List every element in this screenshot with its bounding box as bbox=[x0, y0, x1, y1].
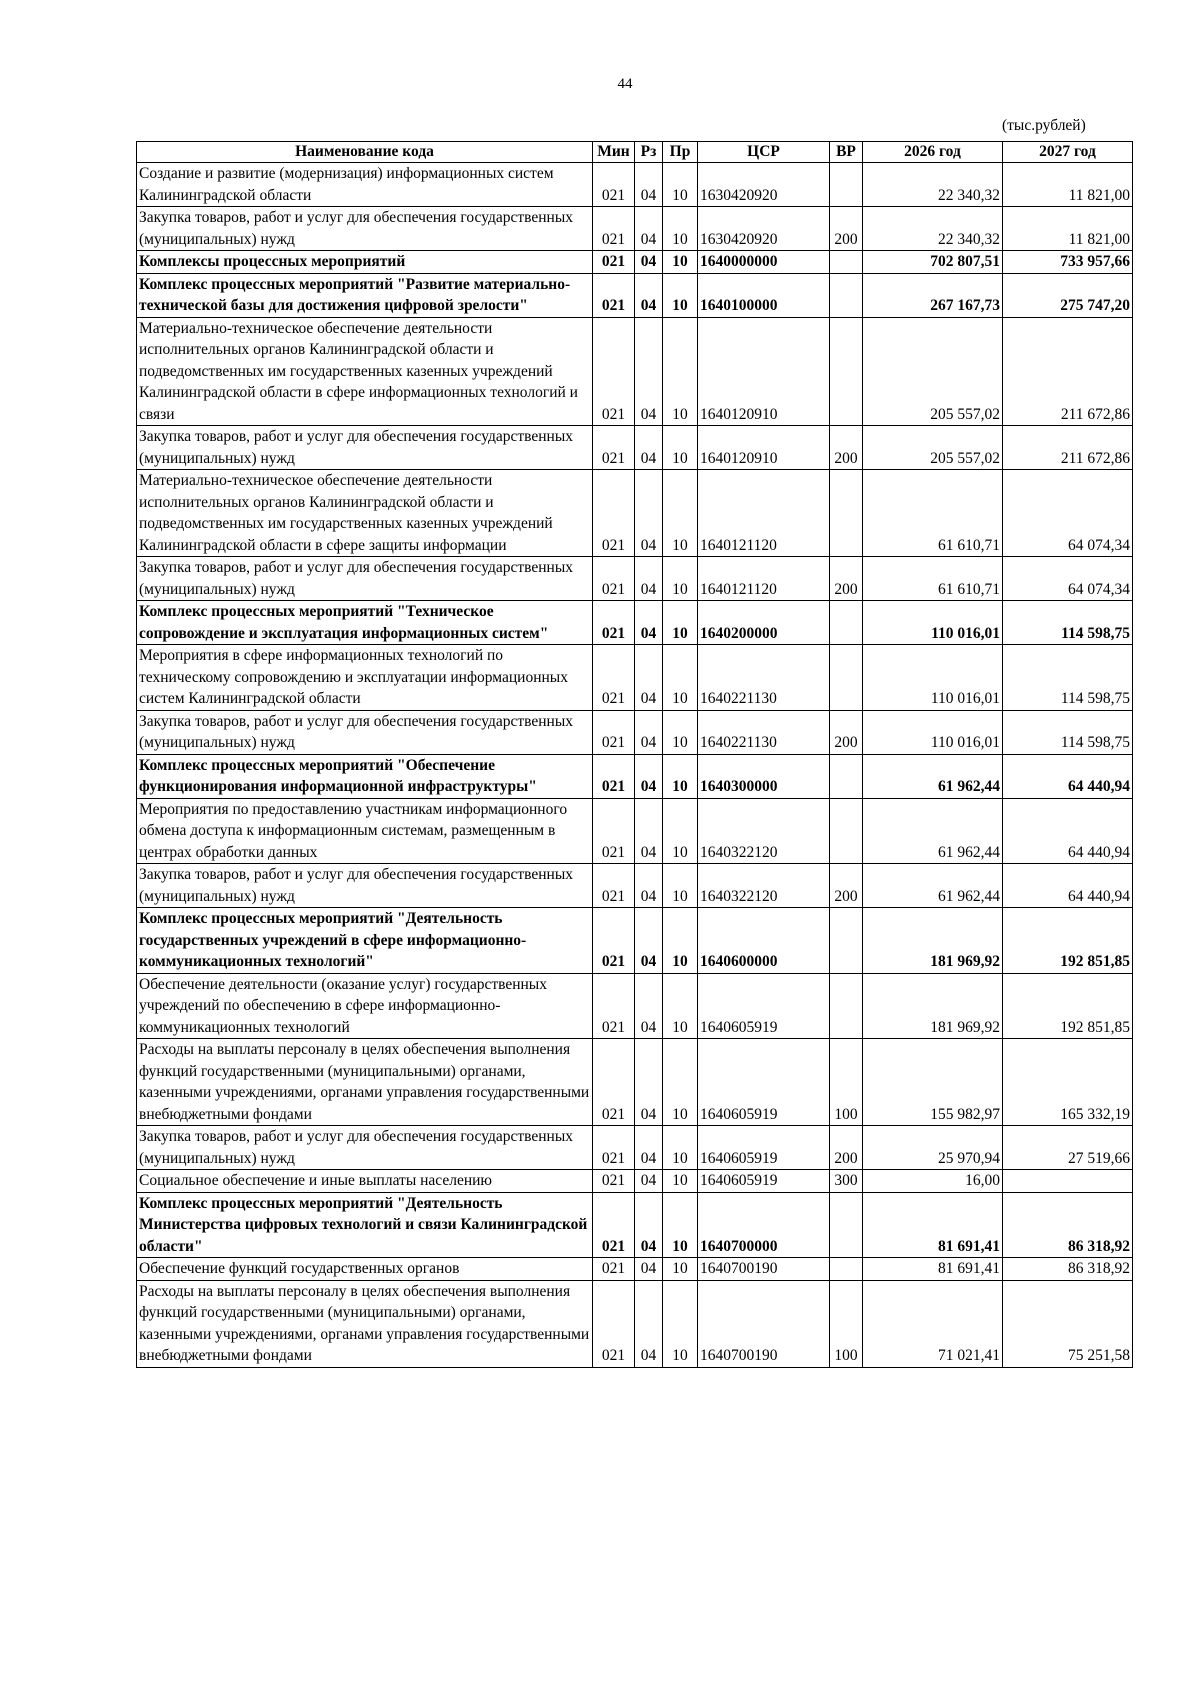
cell-name: Закупка товаров, работ и услуг для обеспечения государственных (муниципальных) нужд bbox=[137, 557, 593, 601]
cell-name: Закупка товаров, работ и услуг для обеспечения государственных (муниципальных) нужд bbox=[137, 1126, 593, 1170]
cell-pr: 10 bbox=[663, 1039, 698, 1126]
cell-2026: 205 557,02 bbox=[863, 317, 1003, 426]
cell-vr: 200 bbox=[830, 1126, 863, 1170]
cell-min: 021 bbox=[593, 557, 635, 601]
cell-2027: 192 851,85 bbox=[1003, 908, 1133, 974]
cell-rz: 04 bbox=[635, 163, 663, 207]
cell-rz: 04 bbox=[635, 1192, 663, 1258]
cell-pr: 10 bbox=[663, 798, 698, 864]
cell-pr: 10 bbox=[663, 317, 698, 426]
cell-rz: 04 bbox=[635, 1170, 663, 1193]
cell-rz: 04 bbox=[635, 251, 663, 274]
cell-2027: 75 251,58 bbox=[1003, 1280, 1133, 1367]
cell-2026: 181 969,92 bbox=[863, 908, 1003, 974]
cell-rz: 04 bbox=[635, 1258, 663, 1281]
cell-vr bbox=[830, 1258, 863, 1281]
cell-rz: 04 bbox=[635, 864, 663, 908]
cell-min: 021 bbox=[593, 1126, 635, 1170]
cell-rz: 04 bbox=[635, 798, 663, 864]
cell-pr: 10 bbox=[663, 1126, 698, 1170]
cell-2026: 61 962,44 bbox=[863, 864, 1003, 908]
cell-min: 021 bbox=[593, 163, 635, 207]
cell-pr: 10 bbox=[663, 601, 698, 645]
cell-min: 021 bbox=[593, 251, 635, 274]
table-row bbox=[137, 973, 1133, 1039]
cell-vr bbox=[830, 754, 863, 798]
cell-2026: 61 962,44 bbox=[863, 798, 1003, 864]
table-body bbox=[137, 163, 1133, 1368]
table-row bbox=[137, 207, 1133, 251]
cell-2026: 81 691,41 bbox=[863, 1192, 1003, 1258]
cell-min: 021 bbox=[593, 1280, 635, 1367]
cell-2027: 64 440,94 bbox=[1003, 754, 1133, 798]
cell-rz: 04 bbox=[635, 710, 663, 754]
cell-vr bbox=[830, 645, 863, 711]
cell-2027: 114 598,75 bbox=[1003, 601, 1133, 645]
table-row bbox=[137, 1170, 1133, 1193]
cell-csr: 1640221130 bbox=[698, 710, 830, 754]
cell-2027 bbox=[1003, 1170, 1133, 1193]
cell-pr: 10 bbox=[663, 908, 698, 974]
table-row bbox=[137, 908, 1133, 974]
cell-csr: 1640322120 bbox=[698, 864, 830, 908]
table-row bbox=[137, 273, 1133, 317]
cell-vr: 200 bbox=[830, 710, 863, 754]
cell-2026: 22 340,32 bbox=[863, 207, 1003, 251]
table-row bbox=[137, 798, 1133, 864]
cell-vr bbox=[830, 601, 863, 645]
cell-rz: 04 bbox=[635, 317, 663, 426]
cell-2026: 110 016,01 bbox=[863, 645, 1003, 711]
cell-2026: 22 340,32 bbox=[863, 163, 1003, 207]
cell-pr: 10 bbox=[663, 251, 698, 274]
col-header-vr: ВР bbox=[830, 142, 863, 163]
units-label: (тыс.рублей) bbox=[1002, 117, 1086, 134]
cell-2026: 110 016,01 bbox=[863, 710, 1003, 754]
cell-pr: 10 bbox=[663, 754, 698, 798]
cell-2027: 64 074,34 bbox=[1003, 557, 1133, 601]
cell-2027: 211 672,86 bbox=[1003, 426, 1133, 470]
cell-vr bbox=[830, 251, 863, 274]
cell-2026: 25 970,94 bbox=[863, 1126, 1003, 1170]
cell-name: Расходы на выплаты персоналу в целях обеспечения выполнения функций государственными (муниципальными) органами, казенными учреждениями, органами управления государственными внебюджетными фондами bbox=[137, 1280, 593, 1367]
cell-csr: 1640605919 bbox=[698, 1126, 830, 1170]
cell-csr: 1640200000 bbox=[698, 601, 830, 645]
cell-pr: 10 bbox=[663, 273, 698, 317]
cell-rz: 04 bbox=[635, 273, 663, 317]
table-row bbox=[137, 470, 1133, 557]
col-header-2026: 2026 год bbox=[863, 142, 1003, 163]
cell-min: 021 bbox=[593, 754, 635, 798]
cell-min: 021 bbox=[593, 798, 635, 864]
cell-rz: 04 bbox=[635, 426, 663, 470]
cell-rz: 04 bbox=[635, 557, 663, 601]
table-row bbox=[137, 601, 1133, 645]
cell-min: 021 bbox=[593, 645, 635, 711]
cell-2026: 16,00 bbox=[863, 1170, 1003, 1193]
cell-min: 021 bbox=[593, 1192, 635, 1258]
cell-2027: 165 332,19 bbox=[1003, 1039, 1133, 1126]
cell-rz: 04 bbox=[635, 207, 663, 251]
cell-rz: 04 bbox=[635, 1126, 663, 1170]
cell-2027: 86 318,92 bbox=[1003, 1258, 1133, 1281]
col-header-min: Мин bbox=[593, 142, 635, 163]
cell-name: Расходы на выплаты персоналу в целях обеспечения выполнения функций государственными (муниципальными) органами, казенными учреждениями, органами управления государственными внебюджетными фондами bbox=[137, 1039, 593, 1126]
cell-name: Комплекс процессных мероприятий "Техническое сопровождение и эксплуатация информационных систем" bbox=[137, 601, 593, 645]
cell-min: 021 bbox=[593, 317, 635, 426]
table-row bbox=[137, 426, 1133, 470]
table-row bbox=[137, 754, 1133, 798]
cell-rz: 04 bbox=[635, 470, 663, 557]
cell-name: Материально-техническое обеспечение деятельности исполнительных органов Калининградской области и подведомственных им государственных казенных учреждений Калининградской области в сфере защиты информации bbox=[137, 470, 593, 557]
cell-name: Обеспечение деятельности (оказание услуг) государственных учреждений по обеспечению в сфере информационно-коммуникационных технологий bbox=[137, 973, 593, 1039]
cell-2027: 86 318,92 bbox=[1003, 1192, 1133, 1258]
cell-2027: 64 440,94 bbox=[1003, 798, 1133, 864]
cell-vr bbox=[830, 163, 863, 207]
cell-name: Мероприятия в сфере информационных технологий по техническому сопровождению и эксплуатации информационных систем Калининградской области bbox=[137, 645, 593, 711]
cell-csr: 1640000000 bbox=[698, 251, 830, 274]
cell-min: 021 bbox=[593, 470, 635, 557]
cell-vr bbox=[830, 1192, 863, 1258]
col-header-pr: Пр bbox=[663, 142, 698, 163]
cell-min: 021 bbox=[593, 710, 635, 754]
cell-min: 021 bbox=[593, 1170, 635, 1193]
cell-2026: 267 167,73 bbox=[863, 273, 1003, 317]
cell-pr: 10 bbox=[663, 557, 698, 601]
cell-2026: 181 969,92 bbox=[863, 973, 1003, 1039]
cell-pr: 10 bbox=[663, 163, 698, 207]
cell-2026: 155 982,97 bbox=[863, 1039, 1003, 1126]
cell-2026: 81 691,41 bbox=[863, 1258, 1003, 1281]
cell-2027: 64 440,94 bbox=[1003, 864, 1133, 908]
cell-2027: 211 672,86 bbox=[1003, 317, 1133, 426]
cell-min: 021 bbox=[593, 908, 635, 974]
cell-2026: 110 016,01 bbox=[863, 601, 1003, 645]
cell-2027: 114 598,75 bbox=[1003, 645, 1133, 711]
table-row bbox=[137, 251, 1133, 274]
cell-2027: 64 074,34 bbox=[1003, 470, 1133, 557]
cell-vr bbox=[830, 908, 863, 974]
cell-pr: 10 bbox=[663, 426, 698, 470]
table-row bbox=[137, 710, 1133, 754]
cell-rz: 04 bbox=[635, 1280, 663, 1367]
cell-pr: 10 bbox=[663, 1170, 698, 1193]
cell-name: Комплекс процессных мероприятий "Развитие материально-технической базы для достижения цифровой зрелости" bbox=[137, 273, 593, 317]
table-row bbox=[137, 1126, 1133, 1170]
cell-rz: 04 bbox=[635, 1039, 663, 1126]
col-header-2027: 2027 год bbox=[1003, 142, 1133, 163]
cell-csr: 1640700190 bbox=[698, 1258, 830, 1281]
cell-name: Создание и развитие (модернизация) информационных систем Калининградской области bbox=[137, 163, 593, 207]
cell-vr bbox=[830, 317, 863, 426]
cell-name: Закупка товаров, работ и услуг для обеспечения государственных (муниципальных) нужд bbox=[137, 426, 593, 470]
col-header-csr: ЦСР bbox=[698, 142, 830, 163]
cell-vr bbox=[830, 973, 863, 1039]
cell-name: Закупка товаров, работ и услуг для обеспечения государственных (муниципальных) нужд bbox=[137, 864, 593, 908]
cell-pr: 10 bbox=[663, 470, 698, 557]
cell-csr: 1640120910 bbox=[698, 426, 830, 470]
cell-csr: 1640605919 bbox=[698, 1170, 830, 1193]
cell-name: Комплекс процессных мероприятий "Деятельность Министерства цифровых технологий и связи Калининградской области" bbox=[137, 1192, 593, 1258]
cell-csr: 1640100000 bbox=[698, 273, 830, 317]
table-row bbox=[137, 317, 1133, 426]
cell-2027: 114 598,75 bbox=[1003, 710, 1133, 754]
table-row bbox=[137, 645, 1133, 711]
cell-vr bbox=[830, 470, 863, 557]
cell-min: 021 bbox=[593, 1039, 635, 1126]
cell-name: Закупка товаров, работ и услуг для обеспечения государственных (муниципальных) нужд bbox=[137, 710, 593, 754]
cell-name: Комплекс процессных мероприятий "Обеспечение функционирования информационной инфраструктуры" bbox=[137, 754, 593, 798]
cell-2027: 11 821,00 bbox=[1003, 163, 1133, 207]
col-header-name: Наименование кода bbox=[137, 142, 593, 163]
cell-vr bbox=[830, 798, 863, 864]
cell-csr: 1630420920 bbox=[698, 163, 830, 207]
cell-2026: 61 962,44 bbox=[863, 754, 1003, 798]
cell-min: 021 bbox=[593, 207, 635, 251]
budget-table bbox=[136, 141, 1133, 1368]
cell-pr: 10 bbox=[663, 1258, 698, 1281]
cell-2027: 192 851,85 bbox=[1003, 973, 1133, 1039]
cell-csr: 1640121120 bbox=[698, 557, 830, 601]
cell-vr: 200 bbox=[830, 864, 863, 908]
cell-csr: 1640221130 bbox=[698, 645, 830, 711]
cell-name: Комплекс процессных мероприятий "Деятельность государственных учреждений в сфере информационно-коммуникационных технологий" bbox=[137, 908, 593, 974]
cell-vr: 200 bbox=[830, 426, 863, 470]
table-row bbox=[137, 1280, 1133, 1367]
table-header-row bbox=[137, 142, 1133, 163]
cell-2026: 61 610,71 bbox=[863, 470, 1003, 557]
cell-csr: 1640300000 bbox=[698, 754, 830, 798]
page-number: 44 bbox=[617, 76, 633, 92]
cell-pr: 10 bbox=[663, 207, 698, 251]
cell-min: 021 bbox=[593, 1258, 635, 1281]
cell-min: 021 bbox=[593, 864, 635, 908]
table-row bbox=[137, 557, 1133, 601]
cell-name: Комплексы процессных мероприятий bbox=[137, 251, 593, 274]
col-header-rz: Рз bbox=[635, 142, 663, 163]
cell-min: 021 bbox=[593, 973, 635, 1039]
cell-2026: 71 021,41 bbox=[863, 1280, 1003, 1367]
table-row bbox=[137, 1258, 1133, 1281]
cell-csr: 1640700190 bbox=[698, 1280, 830, 1367]
cell-name: Обеспечение функций государственных органов bbox=[137, 1258, 593, 1281]
cell-csr: 1640700000 bbox=[698, 1192, 830, 1258]
cell-2027: 733 957,66 bbox=[1003, 251, 1133, 274]
cell-pr: 10 bbox=[663, 864, 698, 908]
cell-2027: 27 519,66 bbox=[1003, 1126, 1133, 1170]
cell-pr: 10 bbox=[663, 1280, 698, 1367]
cell-2027: 11 821,00 bbox=[1003, 207, 1133, 251]
cell-2026: 61 610,71 bbox=[863, 557, 1003, 601]
cell-vr: 100 bbox=[830, 1280, 863, 1367]
cell-rz: 04 bbox=[635, 645, 663, 711]
cell-csr: 1640120910 bbox=[698, 317, 830, 426]
table-row bbox=[137, 163, 1133, 207]
cell-name: Материально-техническое обеспечение деятельности исполнительных органов Калининградской области и подведомственных им государственных казенных учреждений Калининградской области в сфере информационных технологий и связи bbox=[137, 317, 593, 426]
cell-csr: 1640600000 bbox=[698, 908, 830, 974]
cell-name: Закупка товаров, работ и услуг для обеспечения государственных (муниципальных) нужд bbox=[137, 207, 593, 251]
cell-vr bbox=[830, 273, 863, 317]
cell-vr: 200 bbox=[830, 557, 863, 601]
cell-name: Мероприятия по предоставлению участникам информационного обмена доступа к информационным системам, размещенным в центрах обработки данных bbox=[137, 798, 593, 864]
cell-2026: 702 807,51 bbox=[863, 251, 1003, 274]
cell-csr: 1640605919 bbox=[698, 1039, 830, 1126]
cell-rz: 04 bbox=[635, 973, 663, 1039]
cell-min: 021 bbox=[593, 273, 635, 317]
table-row bbox=[137, 1039, 1133, 1126]
table-row bbox=[137, 864, 1133, 908]
cell-pr: 10 bbox=[663, 973, 698, 1039]
cell-2026: 205 557,02 bbox=[863, 426, 1003, 470]
cell-name: Социальное обеспечение и иные выплаты населению bbox=[137, 1170, 593, 1193]
cell-min: 021 bbox=[593, 426, 635, 470]
cell-csr: 1630420920 bbox=[698, 207, 830, 251]
cell-rz: 04 bbox=[635, 601, 663, 645]
cell-vr: 200 bbox=[830, 207, 863, 251]
cell-csr: 1640605919 bbox=[698, 973, 830, 1039]
table-row bbox=[137, 1192, 1133, 1258]
cell-vr: 300 bbox=[830, 1170, 863, 1193]
cell-pr: 10 bbox=[663, 710, 698, 754]
cell-csr: 1640121120 bbox=[698, 470, 830, 557]
cell-rz: 04 bbox=[635, 908, 663, 974]
cell-csr: 1640322120 bbox=[698, 798, 830, 864]
cell-rz: 04 bbox=[635, 754, 663, 798]
cell-min: 021 bbox=[593, 601, 635, 645]
cell-vr: 100 bbox=[830, 1039, 863, 1126]
cell-pr: 10 bbox=[663, 1192, 698, 1258]
cell-pr: 10 bbox=[663, 645, 698, 711]
cell-2027: 275 747,20 bbox=[1003, 273, 1133, 317]
